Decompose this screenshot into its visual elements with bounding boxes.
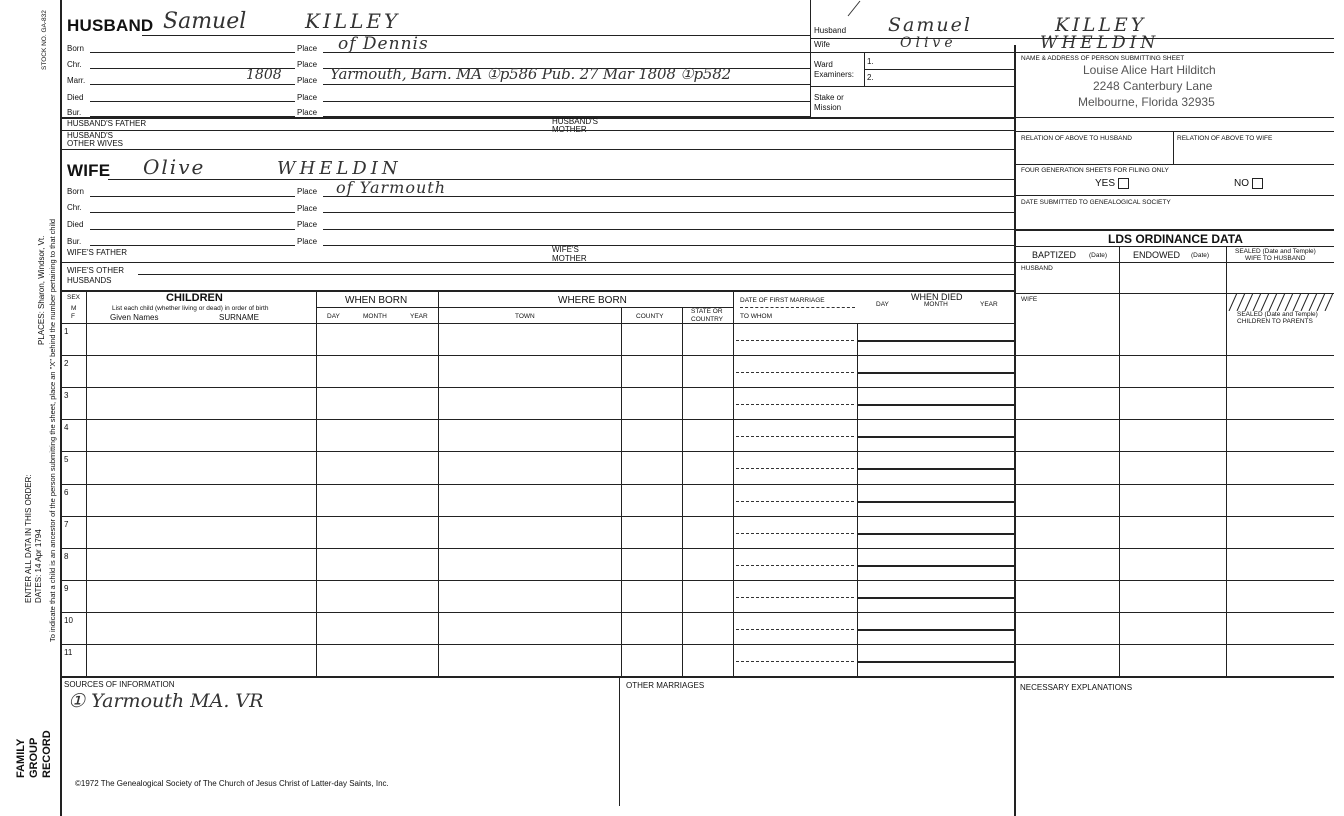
- sealed-children-label-1: SEALED (Date and Temple): [1237, 311, 1318, 318]
- born-day-label: DAY: [327, 313, 340, 320]
- wife-chr-label: Chr.: [67, 203, 82, 212]
- child-row-number: 10: [64, 615, 73, 625]
- row-divider: [60, 419, 1334, 420]
- lds-header-line: [1014, 262, 1334, 263]
- husband-surname: KILLEY: [305, 9, 401, 33]
- stake-label-1: Stake or: [814, 93, 844, 102]
- yes-label: YES: [1095, 178, 1116, 190]
- row-divider: [60, 612, 1334, 613]
- died-line: [857, 533, 1014, 535]
- first-marriage-label: DATE OF FIRST MARRIAGE: [740, 297, 825, 304]
- ward-wife-label: Wife: [814, 40, 830, 49]
- child-row-number: 9: [64, 583, 69, 593]
- wife-other-husbands-line: [138, 274, 1014, 275]
- wife-bur-line: [90, 245, 295, 246]
- husband-bur-place-label: Place: [297, 108, 318, 117]
- child-row-number: 5: [64, 455, 69, 465]
- marriage-dash: [736, 661, 854, 662]
- died-line: [857, 565, 1014, 567]
- husband-section-bottom: [60, 117, 1015, 119]
- form-title-family: FAMILY: [15, 738, 27, 778]
- wife-bur-place-line: [323, 245, 1014, 246]
- submitter-street: 2248 Canterbury Lane: [1093, 79, 1213, 93]
- husband-died-label: Died: [67, 93, 84, 102]
- town-label: TOWN: [515, 313, 535, 320]
- ancestor-instruction: To indicate that a child is an ancestor of the person submitting the sheet, place an "X" behind the number pertaining to that child: [48, 218, 57, 642]
- no-option[interactable]: [1234, 178, 1263, 189]
- lds-title: LDS ORDINANCE DATA: [1108, 232, 1243, 246]
- husband-other-wives-label-2: OTHER WIVES: [67, 139, 124, 148]
- endowed-date-label: (Date): [1191, 252, 1210, 259]
- husband-other-wives-bottom: [60, 149, 1015, 150]
- county-label: COUNTY: [636, 313, 664, 320]
- husband-first-name: Samuel: [163, 9, 247, 34]
- husband-born-place-label: Place: [297, 44, 318, 53]
- col-state: [682, 307, 683, 676]
- col-county: [621, 307, 622, 676]
- examiner-line-2: [810, 86, 1014, 87]
- husband-born-label: Born: [67, 44, 84, 53]
- child-row-number: 1: [64, 327, 69, 336]
- born-header-subline: [317, 307, 733, 308]
- marriage-dash: [736, 404, 854, 405]
- husband-chr-label: Chr.: [67, 60, 82, 69]
- submitter-name: Louise Alice Hart Hilditch: [1083, 63, 1216, 77]
- husband-died-place-label: Place: [297, 93, 318, 102]
- submitter-label: NAME & ADDRESS OF PERSON SUBMITTING SHEET: [1021, 55, 1185, 62]
- lds-husband-label: HUSBAND: [1021, 265, 1053, 272]
- sealed-hatch: [1227, 293, 1334, 311]
- husband-marr-label: Marr.: [67, 76, 86, 85]
- examiner-line-1: [864, 69, 1014, 70]
- died-line: [857, 340, 1014, 342]
- relation-wife-label: RELATION OF ABOVE TO WIFE: [1177, 135, 1273, 142]
- other-marriages-divider: [619, 676, 620, 806]
- wife-other-husbands-label-1: WIFE'S OTHER: [67, 266, 125, 275]
- enter-data-instruction: ENTER ALL DATA IN THIS ORDER:: [24, 474, 33, 603]
- sealed-children-label-2: CHILDREN TO PARENTS: [1237, 318, 1313, 325]
- form-title-group: GROUP: [28, 737, 40, 778]
- wife-born-label: Born: [67, 187, 84, 196]
- sex-m-label: M: [71, 305, 77, 312]
- examiner-1: 1.: [867, 57, 874, 66]
- submitter-bottom-line: [1014, 117, 1334, 118]
- yes-option[interactable]: [1095, 178, 1129, 189]
- marriage-dash: [736, 436, 854, 437]
- wife-chr-line: [90, 212, 295, 213]
- dates-instruction: DATES: 14 Apr 1794: [34, 529, 43, 603]
- lds-title-line: [1014, 246, 1334, 247]
- relation-top-line: [1014, 131, 1334, 132]
- children-section-bottom: [60, 676, 1334, 678]
- wife-born-place-value: of Yarmouth: [336, 178, 446, 197]
- died-line: [857, 661, 1014, 663]
- pen-mark: [840, 0, 870, 20]
- row-divider: [60, 355, 1334, 356]
- sealed-wife-label-2: WIFE TO HUSBAND: [1245, 255, 1306, 262]
- surname-label: SURNAME: [219, 313, 260, 322]
- sources-value: ① Yarmouth MA. VR: [68, 690, 264, 712]
- husband-name-line: [142, 35, 810, 36]
- sex-f-label: F: [71, 313, 75, 320]
- submitter-city: Melbourne, Florida 32935: [1078, 95, 1215, 109]
- row-divider: [60, 387, 1334, 388]
- ward-label: Ward: [814, 60, 833, 69]
- husband-born-line: [90, 52, 295, 53]
- wife-born-place-label: Place: [297, 187, 318, 196]
- husband-parents-line: [60, 130, 1015, 131]
- wife-died-label: Died: [67, 220, 84, 229]
- husband-mother-label-2: MOTHER: [552, 125, 587, 134]
- ward-wife-surname: WHELDIN: [1040, 33, 1160, 53]
- ward-husband-value: Samuel: [888, 14, 972, 36]
- marriage-dash: [736, 533, 854, 534]
- wife-mother-label-1: WIFE'S: [552, 245, 579, 254]
- wife-father-label: WIFE'S FATHER: [67, 248, 128, 257]
- row-divider: [60, 516, 1334, 517]
- four-generation-label: FOUR GENERATION SHEETS FOR FILING ONLY: [1021, 167, 1169, 174]
- row-divider: [60, 451, 1334, 452]
- wife-born-line: [90, 196, 295, 197]
- right-panel-border: [1014, 45, 1016, 816]
- husband-died-place-line: [323, 101, 810, 102]
- children-heading: CHILDREN: [166, 292, 223, 304]
- wife-heading: WIFE: [67, 161, 111, 180]
- given-names-label: Given Names: [110, 313, 159, 322]
- wife-died-place-label: Place: [297, 220, 318, 229]
- row-divider: [60, 548, 1334, 549]
- date-submitted-label: DATE SUBMITTED TO GENEALOGICAL SOCIETY: [1021, 199, 1171, 206]
- child-row-number: 8: [64, 551, 69, 561]
- husband-marr-date-value: 1808: [246, 67, 282, 83]
- four-gen-bottom-line: [1014, 195, 1334, 196]
- yes-checkbox[interactable]: [1118, 178, 1129, 189]
- wife-other-husbands-label-2: HUSBANDS: [67, 276, 112, 285]
- sources-label: SOURCES OF INFORMATION: [64, 680, 175, 689]
- ward-wife-value: Olive: [900, 35, 957, 51]
- husband-bur-label: Bur.: [67, 108, 82, 117]
- stake-label-2: Mission: [814, 103, 842, 112]
- husband-marr-place-value: Yarmouth, Barn. MA ①p586 Pub. 27 Mar 1808 ①p582: [330, 65, 731, 83]
- explanations-label: NECESSARY EXPLANATIONS: [1020, 683, 1133, 692]
- marriage-header-dash: [740, 307, 855, 308]
- other-marriages-label: OTHER MARRIAGES: [626, 681, 705, 690]
- when-born-label: WHEN BORN: [345, 295, 408, 306]
- child-row-number: 11: [64, 648, 73, 657]
- left-border: [60, 0, 62, 816]
- wife-chr-place-line: [323, 212, 1014, 213]
- row-divider: [60, 644, 1334, 645]
- husband-father-label: HUSBAND'S FATHER: [67, 119, 147, 128]
- born-month-label: MONTH: [363, 313, 387, 320]
- marriage-dash: [736, 340, 854, 341]
- child-row-number: 4: [64, 423, 69, 433]
- died-day-label: DAY: [876, 301, 889, 308]
- died-line: [857, 404, 1014, 406]
- no-label: NO: [1234, 178, 1249, 190]
- marriage-dash: [736, 597, 854, 598]
- lds-wife-label: WIFE: [1021, 296, 1038, 303]
- died-line: [857, 597, 1014, 599]
- husband-marr-place-label: Place: [297, 76, 318, 85]
- died-line: [857, 501, 1014, 503]
- ward-wife-line: [810, 52, 1334, 53]
- child-row-number: 6: [64, 487, 69, 497]
- wife-mother-label-2: MOTHER: [552, 254, 587, 263]
- form-title-record: RECORD: [41, 730, 53, 778]
- relation-husband-label: RELATION OF ABOVE TO HUSBAND: [1021, 135, 1132, 142]
- child-row-number: 7: [64, 519, 69, 529]
- wife-name-line: [108, 179, 1014, 180]
- row-divider: [60, 580, 1334, 581]
- examiner-2: 2.: [867, 73, 874, 82]
- husband-bur-line: [90, 116, 295, 117]
- no-checkbox[interactable]: [1252, 178, 1263, 189]
- when-died-label: WHEN DIED: [911, 292, 963, 302]
- died-line: [857, 629, 1014, 631]
- sex-label: SEX: [67, 294, 81, 301]
- places-instruction: PLACES: Sharon, Windsor, Vt.: [37, 235, 46, 345]
- stock-number: STOCK NO. GA-832: [41, 10, 48, 70]
- husband-mother-label-1: HUSBAND'S: [552, 117, 598, 126]
- wife-died-place-line: [323, 229, 1014, 230]
- died-line: [857, 436, 1014, 438]
- husband-born-place-value: of Dennis: [338, 34, 429, 54]
- wife-chr-place-label: Place: [297, 204, 318, 213]
- where-born-label: WHERE BORN: [558, 295, 627, 306]
- died-line: [857, 468, 1014, 470]
- marriage-dash: [736, 629, 854, 630]
- child-row-number: 3: [64, 391, 69, 401]
- marriage-dash: [736, 565, 854, 566]
- died-year-label: YEAR: [980, 301, 998, 308]
- relation-bottom-line: [1014, 164, 1334, 165]
- husband-marr-line: [90, 84, 295, 85]
- child-row-number: 2: [64, 359, 69, 369]
- lds-top-line: [1014, 229, 1334, 231]
- examiners-label: Examiners:: [814, 70, 855, 79]
- husband-marr-place-line: [323, 84, 810, 85]
- col-died: [857, 323, 858, 676]
- to-whom-label: TO WHOM: [740, 313, 773, 320]
- husband-chr-place-label: Place: [297, 60, 318, 69]
- state-label-2: COUNTRY: [691, 316, 724, 323]
- children-subheading: List each child (whether living or dead) in order of birth: [112, 305, 269, 312]
- ward-box-border: [810, 0, 811, 118]
- born-year-label: YEAR: [410, 313, 428, 320]
- wife-bur-place-label: Place: [297, 237, 318, 246]
- wife-bur-label: Bur.: [67, 237, 82, 246]
- husband-heading: HUSBAND: [67, 16, 154, 35]
- died-line: [857, 372, 1014, 374]
- copyright: ©1972 The Genealogical Society of The Church of Jesus Christ of Latter-day Saints, Inc.: [75, 779, 389, 788]
- ward-husband-surname: KILLEY: [1055, 14, 1147, 36]
- wife-parents-line: [60, 262, 1015, 263]
- husband-died-line: [90, 101, 295, 102]
- sealed-wife-label-1: SEALED (Date and Temple): [1235, 248, 1316, 255]
- died-month-label: MONTH: [924, 301, 948, 308]
- children-header-bottom: [60, 323, 1015, 324]
- wife-died-line: [90, 229, 295, 230]
- ward-husband-line: [810, 38, 1334, 39]
- baptized-date-label: (Date): [1089, 252, 1108, 259]
- endowed-label: ENDOWED: [1133, 250, 1180, 260]
- marriage-dash: [736, 372, 854, 373]
- state-label-1: STATE OR: [691, 308, 723, 315]
- ward-husband-label: Husband: [814, 26, 847, 35]
- wife-surname: WHELDIN: [277, 158, 402, 179]
- baptized-label: BAPTIZED: [1032, 250, 1077, 260]
- marriage-dash: [736, 501, 854, 502]
- marriage-dash: [736, 468, 854, 469]
- relation-divider: [1173, 131, 1174, 164]
- husband-other-wives-label-1: HUSBAND'S: [67, 131, 113, 140]
- wife-first-name: Olive: [143, 155, 206, 179]
- row-divider: [60, 484, 1334, 485]
